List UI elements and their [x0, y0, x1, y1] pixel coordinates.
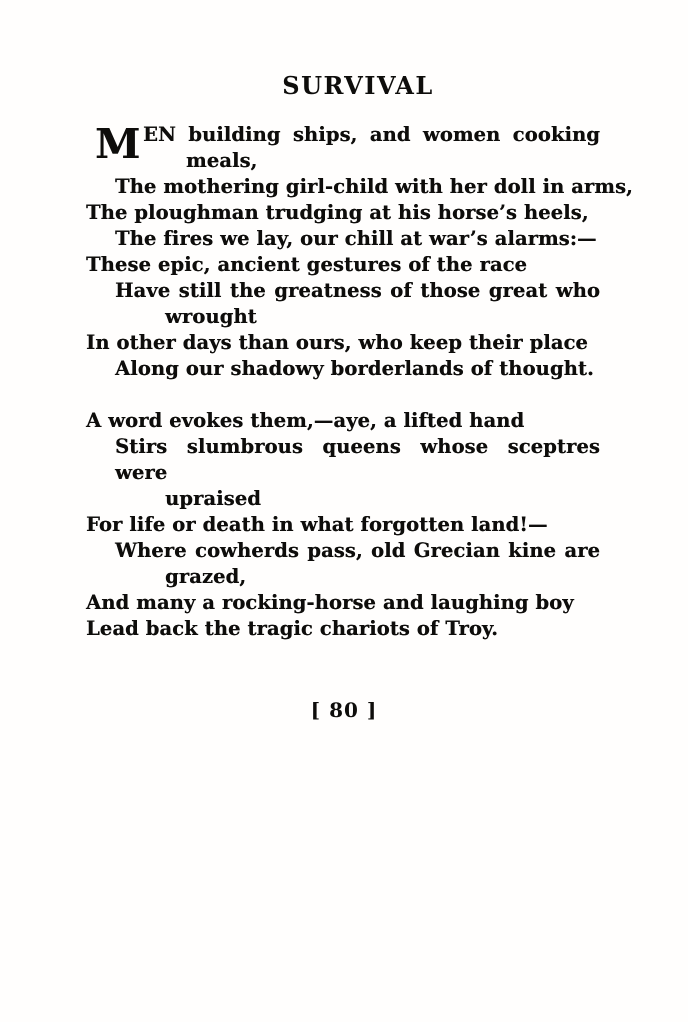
poem-line: Lead back the tragic chariots of Troy. [86, 617, 499, 640]
poem-line: Have still the greatness of those great who [115, 279, 600, 302]
poem-line: The ploughman trudging at his horse’s heels, [86, 201, 589, 224]
poem-line: grazed, [165, 565, 247, 588]
drop-cap: M [95, 120, 141, 168]
page-number: [ 80 ] [310, 698, 378, 722]
poem-line: These epic, ancient gestures of the race [86, 253, 528, 276]
poem-line: For life or death in what forgotten land!— [86, 513, 548, 536]
poem-line: The mothering girl-child with her doll in arms, [115, 175, 633, 198]
poem-line: EN building ships, and women cooking [143, 123, 600, 146]
poem-line: Stirs slumbrous queens whose sceptres were [115, 435, 600, 484]
poem-line: A word evokes them,—aye, a lifted hand [86, 409, 525, 432]
poem-line: wrought [165, 305, 257, 328]
poem-line: Along our shadowy borderlands of thought. [115, 357, 594, 380]
poem-line: The fires we lay, our chill at war’s alarms:— [115, 227, 597, 250]
poem-body [86, 120, 633, 642]
stanza-2 [86, 408, 600, 642]
poem-line: Where cowherds pass, old Grecian kine are [115, 539, 600, 562]
poem-title: SURVIVAL [282, 71, 434, 100]
stanza-1 [86, 120, 633, 382]
poem-line: meals, [186, 149, 258, 172]
poem-line: upraised [165, 487, 261, 510]
poem-line: And many a rocking-horse and laughing boy [86, 591, 574, 614]
poem-line: In other days than ours, who keep their place [86, 331, 588, 354]
